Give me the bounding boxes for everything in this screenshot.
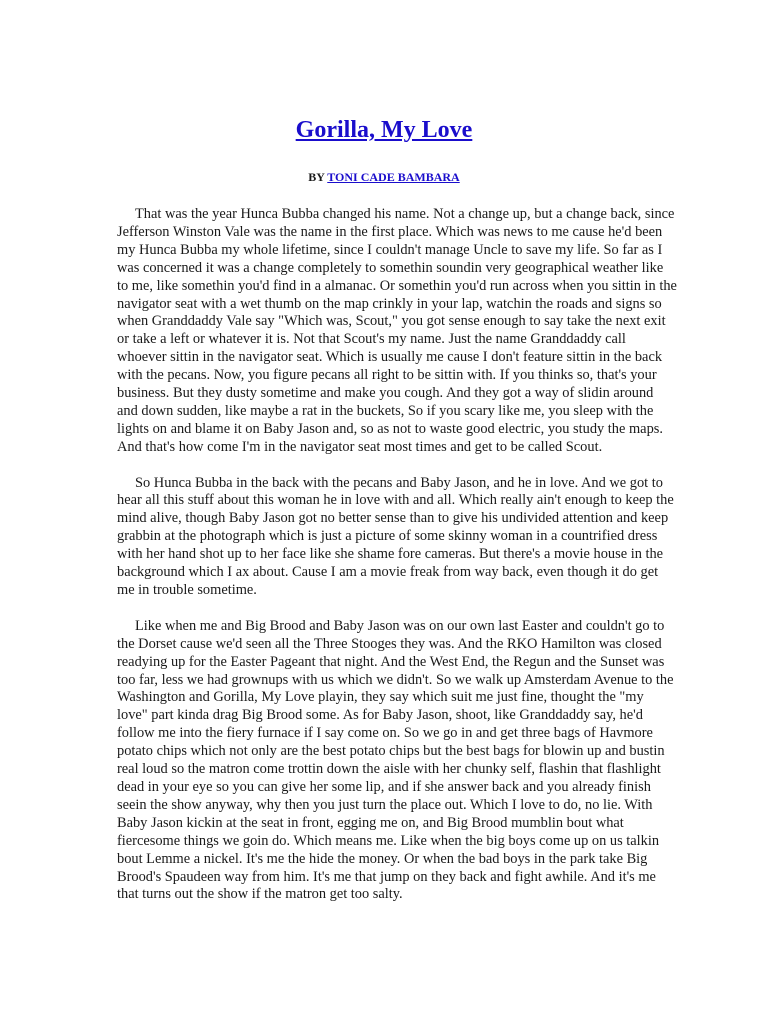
page-title — [0, 114, 768, 146]
title-link[interactable]: Gorilla, My Love — [295, 117, 473, 143]
story-body — [117, 206, 677, 904]
author-link[interactable]: TONI CADE BAMBARA — [327, 170, 460, 184]
paragraph-2: So Hunca Bubba in the back with the pecans and Baby Jason, and he in love. And we got to hear all this stuff about this woman he in love with and all. Which really ain't enough to keep the mind alive, though Baby Jason got no better sense than to give his undivided attention and keep grabbin at the photograph which is just a picture of some skinny woman in a countrified dress with her hand shot up to her face like she shame fore cameras. But there's a movie house in the background which I ax about. Cause I am a movie freak from way back, even though it do get me in trouble sometime. — [117, 474, 674, 599]
paragraph-1: That was the year Hunca Bubba changed his name. Not a change up, but a change back, since Jefferson Winston Vale was the name in the first place. Which was news to me cause he'd been my Hunca Bubba my whole lifetime, since I couldn't manage Uncle to save my life. So far as I was concerned it was a change completely to somethin soundin very geographical weather like to me, like somethin you'd find in a almanac. Or somethin you'd run across when you sittin in the navigator seat with a wet thumb on the map crinkly in your lap, watchin the roads and signs so when Granddaddy Vale say "Which was, Scout," you got sense enough to say take the next exit or take a left or whatever it is. Not that Scout's my name. Just the name Granddaddy call whoever sittin in the navigator seat. Which is usually me cause I don't feature sittin in the back with the pecans. Now, you figure pecans all right to be sittin with. If you thinks so, that's your business. But they dusty sometime and make you cough. And they got a way of slidin around and down sudden, like maybe a rat in the buckets, So if you scary like me, you sleep with the lights on and blame it on Baby Jason and, so as not to waste good electric, you study the maps. And that's how come I'm in the navigator seat most times and get to be called Scout. — [117, 206, 677, 455]
byline — [0, 169, 768, 185]
paragraph-3: Like when me and Big Brood and Baby Jason was on our own last Easter and couldn't go to the Dorset cause we'd seen all the Three Stooges they was. And the RKO Hamilton was closed readying up for the Easter Pageant that night. And the West End, the Regun and the Sunset was too far, less we had grownups with us which we didn't. So we walk up Amsterdam Avenue to the Washington and Gorilla, My Love playin, they say which suit me just fine, thought the "my love" part kinda drag Big Brood some. As for Baby Jason, shoot, like Granddaddy say, he'd follow me into the fiery furnace if I say come on. So we go in and get three bags of Havmore potato chips which not only are the best potato chips but the best bags for blowin up and bustin real loud so the matron come trottin down the aisle with her chunky self, flashin that flashlight dead in your eye so you can give her some lip, and if she answer back and you already finish seein the show anyway, why then you just turn the place out. Which I love to do, no lie. With Baby Jason kickin at the seat in front, egging me on, and Big Brood mumblin bout what fiercesome things we goin do. Which means me. Like when the big boys come up on us talkin bout Lemme a nickel. It's me the hide the money. Or when the bad boys in the park take Big Brood's Spaudeen way from him. It's me that jump on they back and fight awhile. And it's me that turns out the show if the matron get too salty. — [117, 617, 674, 903]
byline-prefix: BY — [308, 170, 328, 184]
